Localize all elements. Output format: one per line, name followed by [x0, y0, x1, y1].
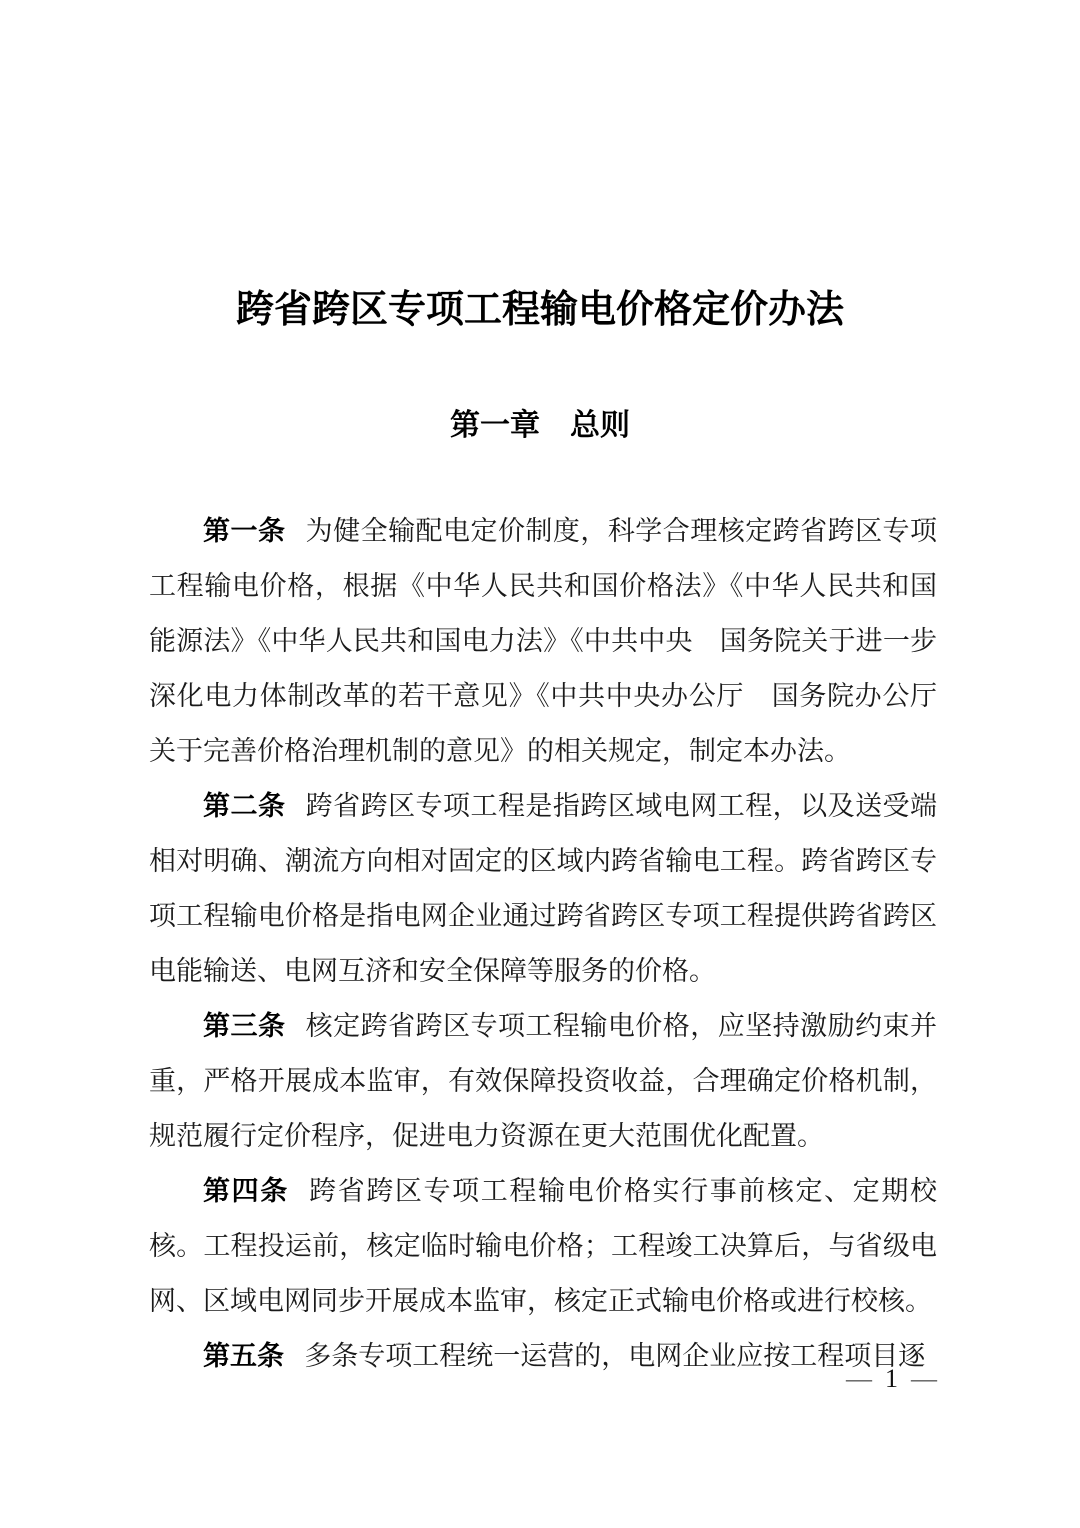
page-footer [149, 1364, 937, 1394]
article-3-label: 第三条 [203, 1011, 286, 1041]
article-4-label: 第四条 [203, 1176, 289, 1206]
article-5-label: 第五条 [203, 1341, 284, 1371]
article-4 [149, 1164, 937, 1329]
document-title: 跨省跨区专项工程输电价格定价办法 [235, 289, 844, 331]
document-body [149, 504, 937, 1384]
article-3 [149, 999, 937, 1164]
article-5-text: 多条专项工程统一运营的，电网企业应按工程项目逐 [304, 1341, 926, 1371]
article-2-text: 跨省跨区专项工程是指跨区域电网工程，以及送受端相对明确、潮流方向相对固定的区域内跨省输电工程。跨省跨区专项工程输电价格是指电网企业通过跨省跨区专项工程提供跨省跨区电能输送、电网互济和安全保障等服务的价格。 [149, 791, 938, 986]
article-1-text: 为健全输配电定价制度，科学合理核定跨省跨区专项工程输电价格，根据《中华人民共和国价格法》《中华人民共和国能源法》《中华人民共和国电力法》《中共中央 国务院关于进一步深化电力体制改革的若干意见》《中共中央办公厅 国务院办公厅关于完善价格治理机制的意见》的相关规定，制定本办法。 [149, 516, 938, 766]
footer-dash-right: — [911, 1364, 937, 1393]
article-2 [149, 779, 937, 999]
article-3-text: 核定跨省跨区专项工程输电价格，应坚持激励约束并重，严格开展成本监审，有效保障投资收益，合理确定价格机制，规范履行定价程序，促进电力资源在更大范围优化配置。 [149, 1011, 938, 1151]
article-4-text: 跨省跨区专项工程输电价格实行事前核定、定期校核。工程投运前，核定临时输电价格；工程竣工决算后，与省级电网、区域电网同步开展成本监审，核定正式输电价格或进行校核。 [149, 1176, 937, 1316]
article-1 [149, 504, 937, 779]
page-number: 1 [885, 1364, 898, 1393]
chapter-heading: 第一章 总则 [450, 409, 630, 442]
article-2-label: 第二条 [203, 791, 286, 821]
footer-dash-left: — [846, 1364, 872, 1393]
article-1-label: 第一条 [203, 516, 286, 546]
